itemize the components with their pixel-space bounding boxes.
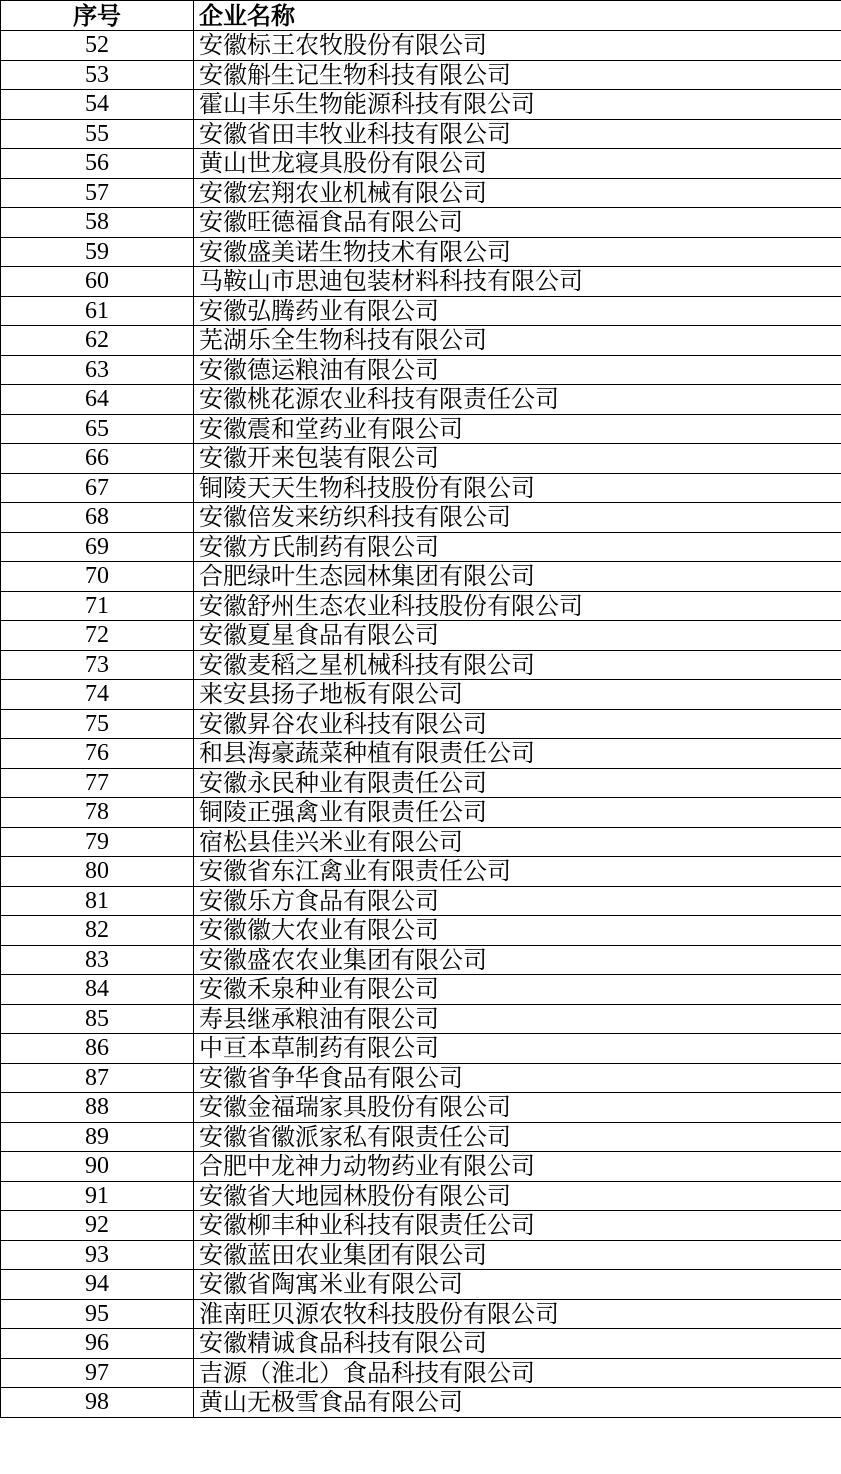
company-name-cell: 安徽弘腾药业有限公司 [194, 296, 841, 326]
company-name-cell: 芜湖乐全生物科技有限公司 [194, 326, 841, 356]
serial-number-cell: 52 [1, 31, 194, 61]
company-name-cell: 安徽麦稻之星机械科技有限公司 [194, 650, 841, 680]
company-name-cell: 安徽省徽派家私有限责任公司 [194, 1122, 841, 1152]
serial-number-cell: 59 [1, 237, 194, 267]
company-name-cell: 寿县继承粮油有限公司 [194, 1004, 841, 1034]
company-name-cell: 安徽省田丰牧业科技有限公司 [194, 119, 841, 149]
serial-number-cell: 79 [1, 827, 194, 857]
company-name-cell: 安徽震和堂药业有限公司 [194, 414, 841, 444]
table-row [1, 1388, 841, 1418]
company-name-cell: 安徽标王农牧股份有限公司 [194, 31, 841, 61]
serial-number-cell: 93 [1, 1240, 194, 1270]
serial-number-cell: 89 [1, 1122, 194, 1152]
serial-number-cell: 97 [1, 1358, 194, 1388]
serial-number-cell: 54 [1, 90, 194, 120]
table-row [1, 60, 841, 90]
serial-number-cell: 66 [1, 444, 194, 474]
table-row [1, 739, 841, 769]
table-row [1, 503, 841, 533]
company-name-cell: 安徽斛生记生物科技有限公司 [194, 60, 841, 90]
table-row [1, 798, 841, 828]
company-name-cell: 安徽宏翔农业机械有限公司 [194, 178, 841, 208]
table-body [1, 31, 841, 1418]
serial-number-cell: 68 [1, 503, 194, 533]
table-row [1, 414, 841, 444]
table-row [1, 1152, 841, 1182]
company-name-cell: 中亘本草制药有限公司 [194, 1034, 841, 1064]
serial-number-cell: 70 [1, 562, 194, 592]
serial-number-cell: 98 [1, 1388, 194, 1418]
serial-number-cell: 76 [1, 739, 194, 769]
table-row [1, 267, 841, 297]
serial-number-cell: 72 [1, 621, 194, 651]
company-name-cell: 安徽徽大农业有限公司 [194, 916, 841, 946]
serial-number-cell: 77 [1, 768, 194, 798]
company-name-cell: 安徽省大地园林股份有限公司 [194, 1181, 841, 1211]
serial-number-cell: 87 [1, 1063, 194, 1093]
company-name-cell: 来安县扬子地板有限公司 [194, 680, 841, 710]
company-name-cell: 安徽乐方食品有限公司 [194, 886, 841, 916]
serial-number-cell: 71 [1, 591, 194, 621]
table-row [1, 886, 841, 916]
table-row [1, 326, 841, 356]
company-name-cell: 安徽精诚食品科技有限公司 [194, 1329, 841, 1359]
table-row [1, 1211, 841, 1241]
company-name-cell: 淮南旺贝源农牧科技股份有限公司 [194, 1299, 841, 1329]
company-name-cell: 合肥绿叶生态园林集团有限公司 [194, 562, 841, 592]
company-name-cell: 安徽省争华食品有限公司 [194, 1063, 841, 1093]
serial-number-cell: 55 [1, 119, 194, 149]
company-name-cell: 安徽倍发来纺织科技有限公司 [194, 503, 841, 533]
serial-number-cell: 96 [1, 1329, 194, 1359]
table-row [1, 1329, 841, 1359]
table-row [1, 857, 841, 887]
company-name-cell: 马鞍山市思迪包装材料科技有限公司 [194, 267, 841, 297]
serial-number-cell: 78 [1, 798, 194, 828]
table-row [1, 562, 841, 592]
serial-number-cell: 74 [1, 680, 194, 710]
serial-number-cell: 61 [1, 296, 194, 326]
table-row [1, 1358, 841, 1388]
table-row [1, 1270, 841, 1300]
company-name-cell: 铜陵天天生物科技股份有限公司 [194, 473, 841, 503]
table-row [1, 1240, 841, 1270]
serial-number-cell: 57 [1, 178, 194, 208]
serial-number-cell: 82 [1, 916, 194, 946]
company-name-cell: 和县海豪蔬菜种植有限责任公司 [194, 739, 841, 769]
table-row [1, 119, 841, 149]
table-row [1, 532, 841, 562]
serial-number-cell: 83 [1, 945, 194, 975]
company-name-cell: 安徽永民种业有限责任公司 [194, 768, 841, 798]
company-name-cell: 安徽旺德福食品有限公司 [194, 208, 841, 238]
company-name-cell: 安徽盛农农业集团有限公司 [194, 945, 841, 975]
company-name-cell: 黄山无极雪食品有限公司 [194, 1388, 841, 1418]
table-row [1, 237, 841, 267]
company-name-cell: 安徽昇谷农业科技有限公司 [194, 709, 841, 739]
company-name-cell: 安徽省东江禽业有限责任公司 [194, 857, 841, 887]
table-row [1, 709, 841, 739]
table-row [1, 621, 841, 651]
table-row [1, 1093, 841, 1123]
table-row [1, 90, 841, 120]
company-name-cell: 安徽桃花源农业科技有限责任公司 [194, 385, 841, 415]
company-name-cell: 安徽方氏制药有限公司 [194, 532, 841, 562]
header-serial-number: 序号 [1, 1, 194, 31]
company-name-cell: 安徽德运粮油有限公司 [194, 355, 841, 385]
company-name-cell: 铜陵正强禽业有限责任公司 [194, 798, 841, 828]
company-name-cell: 安徽省陶寓米业有限公司 [194, 1270, 841, 1300]
serial-number-cell: 88 [1, 1093, 194, 1123]
table-row [1, 1181, 841, 1211]
serial-number-cell: 73 [1, 650, 194, 680]
serial-number-cell: 60 [1, 267, 194, 297]
table-row [1, 31, 841, 61]
company-name-cell: 安徽舒州生态农业科技股份有限公司 [194, 591, 841, 621]
serial-number-cell: 92 [1, 1211, 194, 1241]
table-row [1, 591, 841, 621]
serial-number-cell: 75 [1, 709, 194, 739]
company-name-cell: 安徽开来包装有限公司 [194, 444, 841, 474]
table-row [1, 945, 841, 975]
serial-number-cell: 85 [1, 1004, 194, 1034]
company-name-cell: 安徽柳丰种业科技有限责任公司 [194, 1211, 841, 1241]
serial-number-cell: 84 [1, 975, 194, 1005]
table-row [1, 355, 841, 385]
header-company-name: 企业名称 [194, 1, 841, 31]
table-row [1, 975, 841, 1005]
serial-number-cell: 64 [1, 385, 194, 415]
company-name-cell: 霍山丰乐生物能源科技有限公司 [194, 90, 841, 120]
serial-number-cell: 62 [1, 326, 194, 356]
table-row [1, 1034, 841, 1064]
serial-number-cell: 90 [1, 1152, 194, 1182]
company-name-cell: 宿松县佳兴米业有限公司 [194, 827, 841, 857]
table-row [1, 916, 841, 946]
serial-number-cell: 67 [1, 473, 194, 503]
table-row [1, 1004, 841, 1034]
company-name-cell: 合肥中龙神力动物药业有限公司 [194, 1152, 841, 1182]
table-row [1, 444, 841, 474]
table-row [1, 149, 841, 179]
table-row [1, 650, 841, 680]
table-row [1, 1122, 841, 1152]
table-row [1, 680, 841, 710]
table-row [1, 385, 841, 415]
serial-number-cell: 53 [1, 60, 194, 90]
serial-number-cell: 69 [1, 532, 194, 562]
table-row [1, 208, 841, 238]
table-row [1, 296, 841, 326]
company-name-cell: 安徽金福瑞家具股份有限公司 [194, 1093, 841, 1123]
company-name-cell: 安徽蓝田农业集团有限公司 [194, 1240, 841, 1270]
table-row [1, 1299, 841, 1329]
serial-number-cell: 63 [1, 355, 194, 385]
serial-number-cell: 80 [1, 857, 194, 887]
serial-number-cell: 91 [1, 1181, 194, 1211]
serial-number-cell: 95 [1, 1299, 194, 1329]
table-row [1, 768, 841, 798]
serial-number-cell: 94 [1, 1270, 194, 1300]
serial-number-cell: 81 [1, 886, 194, 916]
table-row [1, 473, 841, 503]
table-row [1, 178, 841, 208]
table-header [1, 1, 841, 31]
company-name-cell: 安徽禾泉种业有限公司 [194, 975, 841, 1005]
serial-number-cell: 65 [1, 414, 194, 444]
company-name-cell: 安徽盛美诺生物技术有限公司 [194, 237, 841, 267]
serial-number-cell: 58 [1, 208, 194, 238]
company-name-cell: 吉源（淮北）食品科技有限公司 [194, 1358, 841, 1388]
serial-number-cell: 86 [1, 1034, 194, 1064]
table-row [1, 1063, 841, 1093]
table-row [1, 827, 841, 857]
header-row [1, 1, 841, 31]
serial-number-cell: 56 [1, 149, 194, 179]
company-name-cell: 黄山世龙寝具股份有限公司 [194, 149, 841, 179]
company-name-cell: 安徽夏星食品有限公司 [194, 621, 841, 651]
